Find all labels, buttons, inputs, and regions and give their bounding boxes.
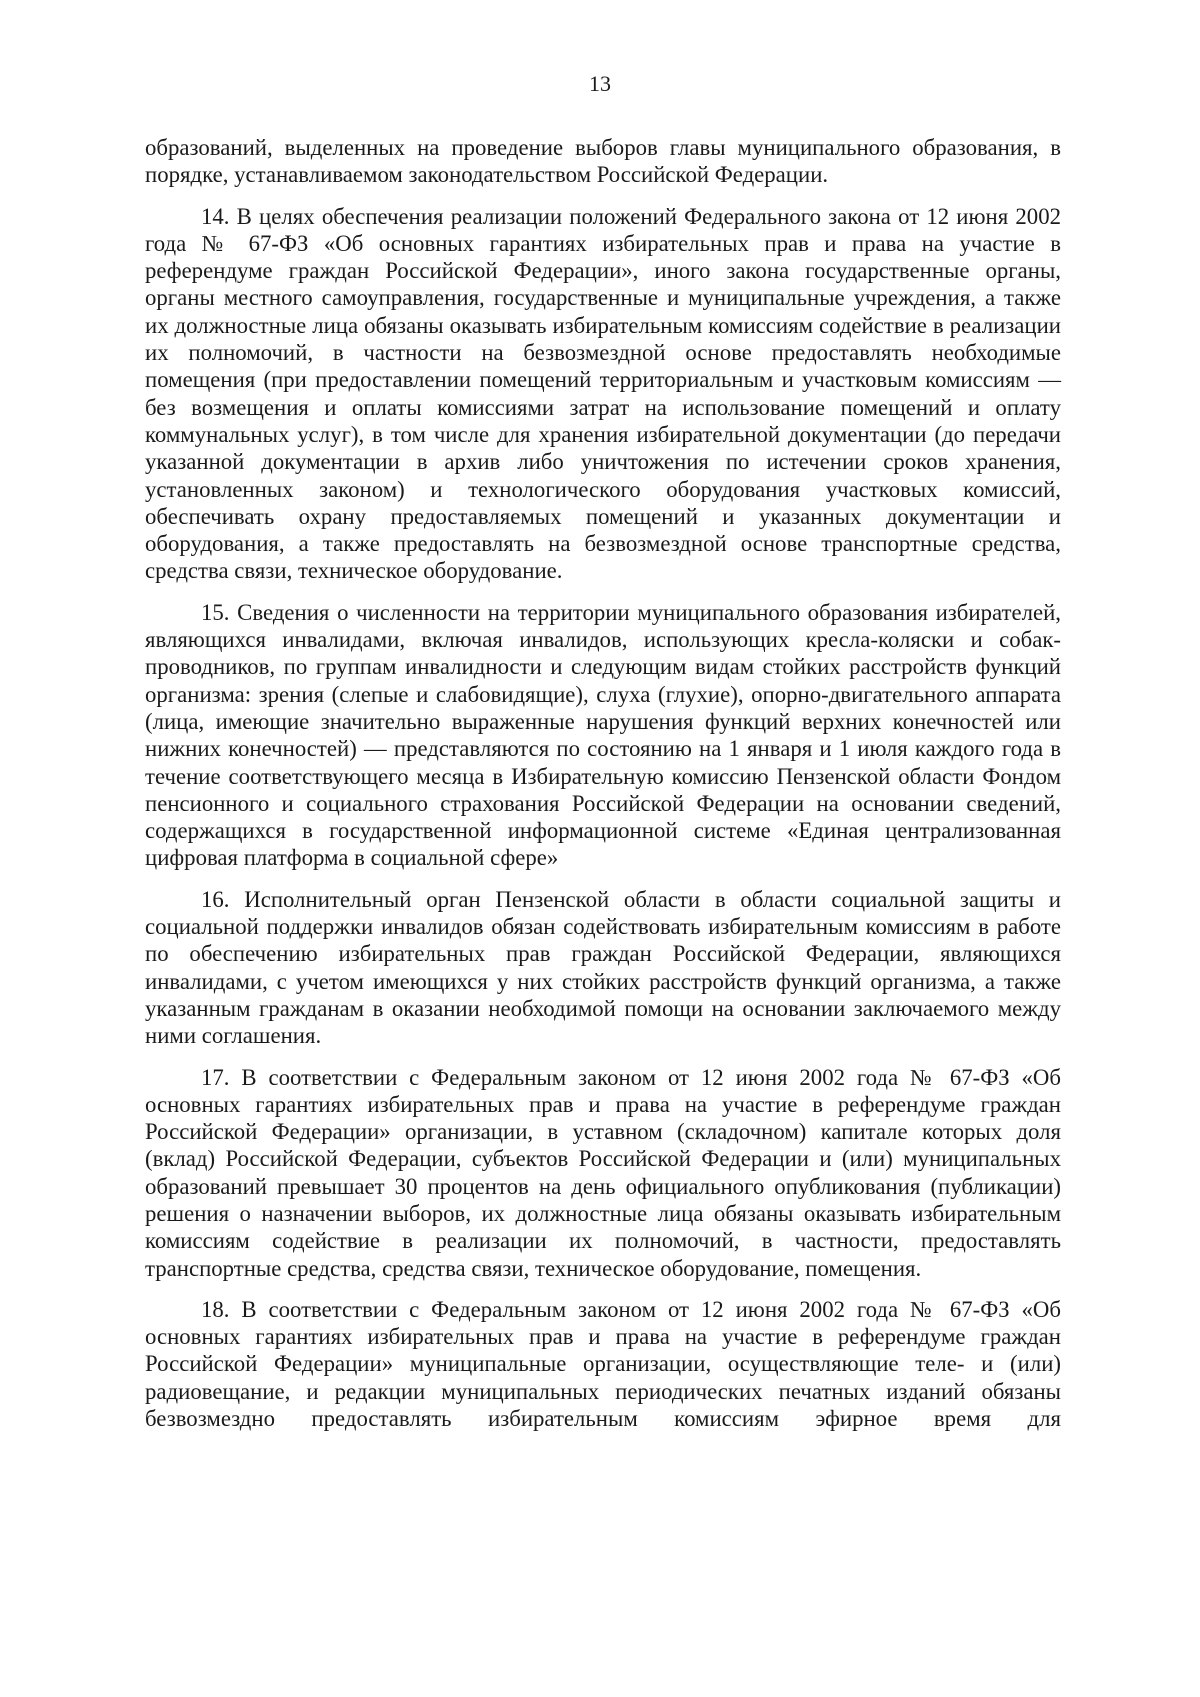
paragraph-item-17: 17. В соответствии с Федеральным законом от 12 июня 2002 года № 67-ФЗ «Об основных гарантиях избирательных прав и права на участие в референдуме граждан Российской Федерации» организации, в уставном (складочном) капитале которых доля (вклад) Российской Федерации, субъектов Российской Федерации и (или) муниципальных образований превышает 30 процентов на день официального опубликования (публикации) решения о назначении выборов, их должностные лица обязаны оказывать избирательным комиссиям содействие в реализации их полномочий, в частности, предоставлять транспортные средства, средства связи, техническое оборудование, помещения. (145, 1064, 1061, 1281)
document-body (145, 134, 1061, 1432)
paragraph-continuation: образований, выделенных на проведение выборов главы муниципального образования, в порядке, устанавливаемом законодательством Российской Федерации. (145, 135, 1061, 188)
paragraph-item-16: 16. Исполнительный орган Пензенской области в области социальной защиты и социальной поддержки инвалидов обязан содействовать избирательным комиссиям в работе по обеспечению избирательных прав граждан Российской Федерации, являющихся инвалидами, с учетом имеющихся у них стойких расстройств функций организма, а также указанным гражданам в оказании необходимой помощи на основании заключаемого между ними соглашения. (145, 886, 1061, 1049)
paragraph-item-18: 18. В соответствии с Федеральным законом от 12 июня 2002 года № 67-ФЗ «Об основных гарантиях избирательных прав и права на участие в референдуме граждан Российской Федерации» муниципальные организации, осуществляющие теле- и (или) радиовещание, и редакции муниципальных периодических печатных изданий обязаны безвозмездно предоставлять избирательным комиссиям эфирное время для (145, 1296, 1061, 1432)
paragraph-item-14: 14. В целях обеспечения реализации положений Федерального закона от 12 июня 2002 года № 67-ФЗ «Об основных гарантиях избирательных прав и права на участие в референдуме граждан Российской Федерации», иного закона государственные органы, органы местного самоуправления, государственные и муниципальные учреждения, а также их должностные лица обязаны оказывать избирательным комиссиям содействие в реализации их полномочий, в частности на безвозмездной основе предоставлять необходимые помещения (при предоставлении помещений территориальным и участковым комиссиям — без возмещения и оплаты комиссиями затрат на использование помещений и оплату коммунальных услуг), в том числе для хранения избирательной документации (до передачи указанной документации в архив либо уничтожения по истечении сроков хранения, установленных законом) и технологического оборудования участковых комиссий, обеспечивать охрану предоставляемых помещений и указанных документации и оборудования, а также предоставлять на безвозмездной основе транспортные средства, средства связи, техническое оборудование. (145, 203, 1061, 584)
paragraph-item-15: 15. Сведения о численности на территории муниципального образования избирателей, являющихся инвалидами, включая инвалидов, использующих кресла-коляски и собак-проводников, по группам инвалидности и следующим видам стойких расстройств функций организма: зрения (слепые и слабовидящие), слуха (глухие), опорно-двигательного аппарата (лица, имеющие значительно выраженные нарушения функций верхних конечностей или нижних конечностей) — представляются по состоянию на 1 января и 1 июля каждого года в течение соответствующего месяца в Избирательную комиссию Пензенской области Фондом пенсионного и социального страхования Российской Федерации на основании сведений, содержащихся в государственной информационной системе «Единая централизованная цифровая платформа в социальной сфере» (145, 599, 1061, 871)
page-number: 13 (589, 71, 611, 96)
